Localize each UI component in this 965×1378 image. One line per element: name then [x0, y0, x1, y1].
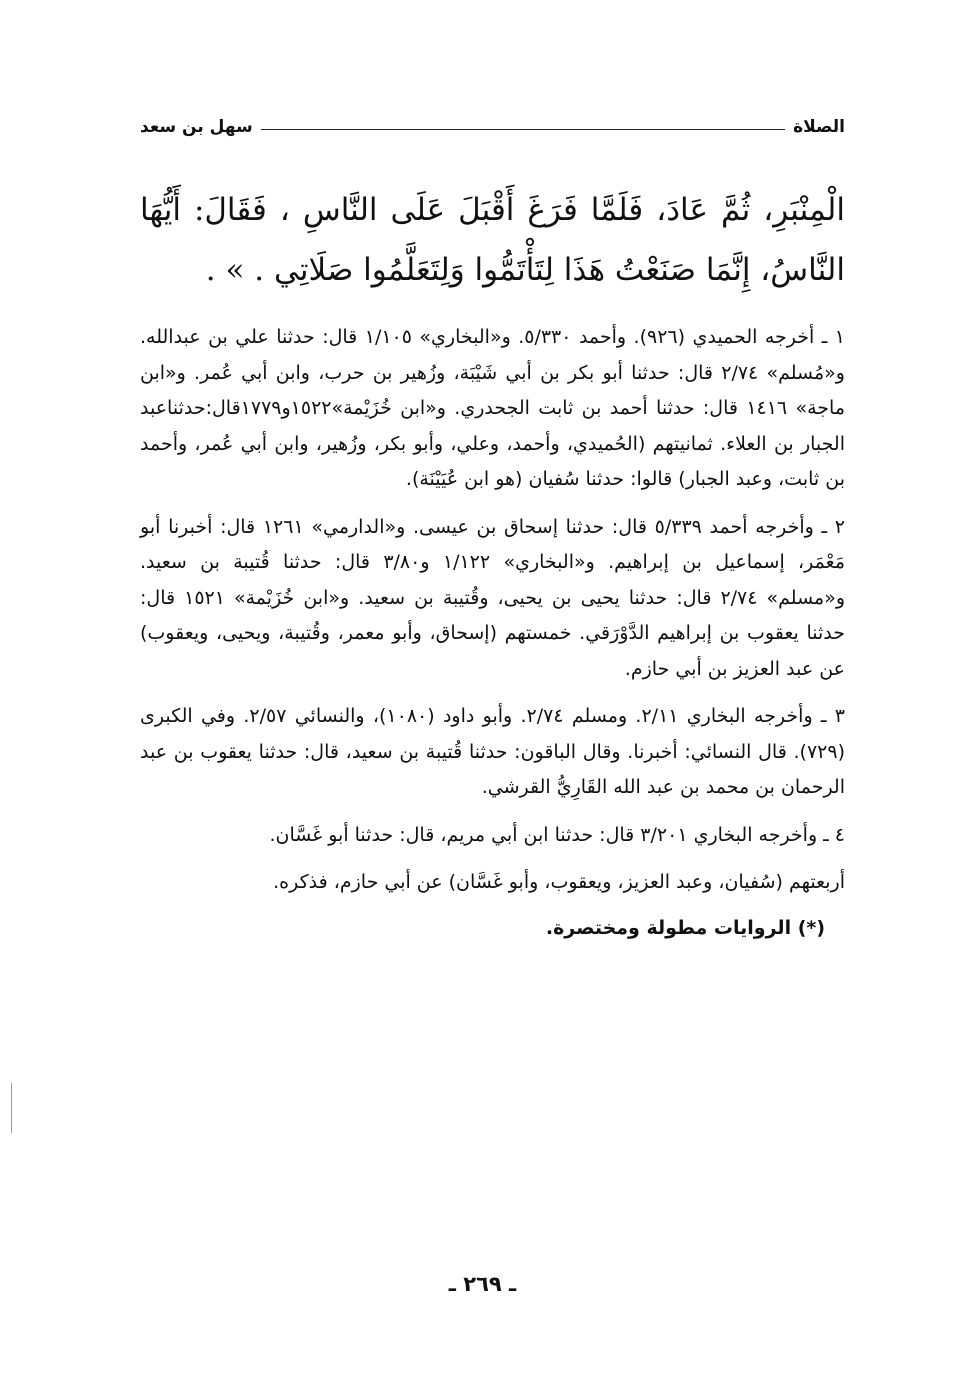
narrator-title: سهل بن سعد [140, 117, 253, 137]
note-2: ٢ ـ وأخرجه أحمد ٥/٣٣٩ قال: حدثنا إسحاق بن عيسى. و«الدارمي» ١٢٦١ قال: أخبرنا أبو مَعْمَر، إسماعيل بن إبراهيم. و«البخاري» ١/١٢٢ و٣/٨٠ قال: حدثنا قُتيبة بن سعيد. و«مسلم» ٢/٧٤ قال: حدثنا يحيى بن يحيى، وقُتيبة بن سعيد. و«ابن خُزَيْمة» ١٥٢١ قال: حدثنا يعقوب بن إبراهيم الدَّوْرَقي. خمستهم (إسحاق، وأبو معمر، وقُتيبة، ويحيى، ويعقوب) عن عبد العزيز بن أبي حازم. [140, 515, 846, 680]
note-4: ٤ ـ وأخرجه البخاري ٣/٢٠١ قال: حدثنا ابن أبي مريم، قال: حدثنا أبو غَسَّان. [269, 823, 845, 846]
running-header [140, 112, 845, 142]
chapter-title: الصلاة [793, 117, 845, 137]
header-rule [261, 129, 785, 130]
footnote: (*) الروايات مطولة ومختصرة. [545, 916, 825, 939]
hadith-text: الْمِنْبَرِ، ثُمَّ عَادَ، فَلَمَّا فَرَغَ أَقْبَلَ عَلَى النَّاسِ ، فَقَالَ: أَيُّهَا النَّاسُ، إِنَّمَا صَنَعْتُ هَذَا لِتَأْتَمُّوا وَلِتَعَلَّمُوا صَلَاتِي . » . [140, 192, 845, 288]
note-3: ٣ ـ وأخرجه البخاري ٢/١١. ومسلم ٢/٧٤. وأبو داود (١٠٨٠)، والنسائي ٢/٥٧. وفي الكبرى (٧٢٩). قال النسائي: أخبرنا. وقال الباقون: حدثنا قُتيبة بن سعيد، قال: حدثنا يعقوب بن عبد الرحمان بن محمد بن عبد الله القَارِيُّ القرشي. [140, 705, 846, 798]
note-1: ١ ـ أخرجه الحميدي (٩٢٦). وأحمد ٥/٣٣٠. و«البخاري» ١/١٠٥ قال: حدثنا علي بن عبدالله. و«مُسلم» ٢/٧٤ قال: حدثنا أبو بكر بن أبي شَيْبَة، وزُهير بن حرب، وابن أبي عُمر. و«ابن ماجة» ١٤١٦ قال: حدثنا أحمد بن ثابت الجحدري. و«ابن خُزَيْمة»١٥٢٢و١٧٧٩قال:حدثناعبد الجبار بن العلاء. ثمانيتهم (الحُميدي، وأحمد، وعلي، وأبو بكر، وزُهير، وابن أبي عُمر، وأحمد بن ثابت، وعبد الجبار) قالوا: حدثنا سُفيان (هو ابن عُيَيْنَة). [140, 326, 845, 490]
scan-margin-line [11, 1083, 12, 1133]
summary-paragraph: أربعتهم (سُفيان، وعبد العزيز، ويعقوب، وأبو غَسَّان) عن أبي حازم، فذكره. [273, 871, 845, 893]
page-number: ـ ٢٦٩ ـ [448, 1272, 517, 1296]
takhrij-notes [140, 320, 845, 946]
